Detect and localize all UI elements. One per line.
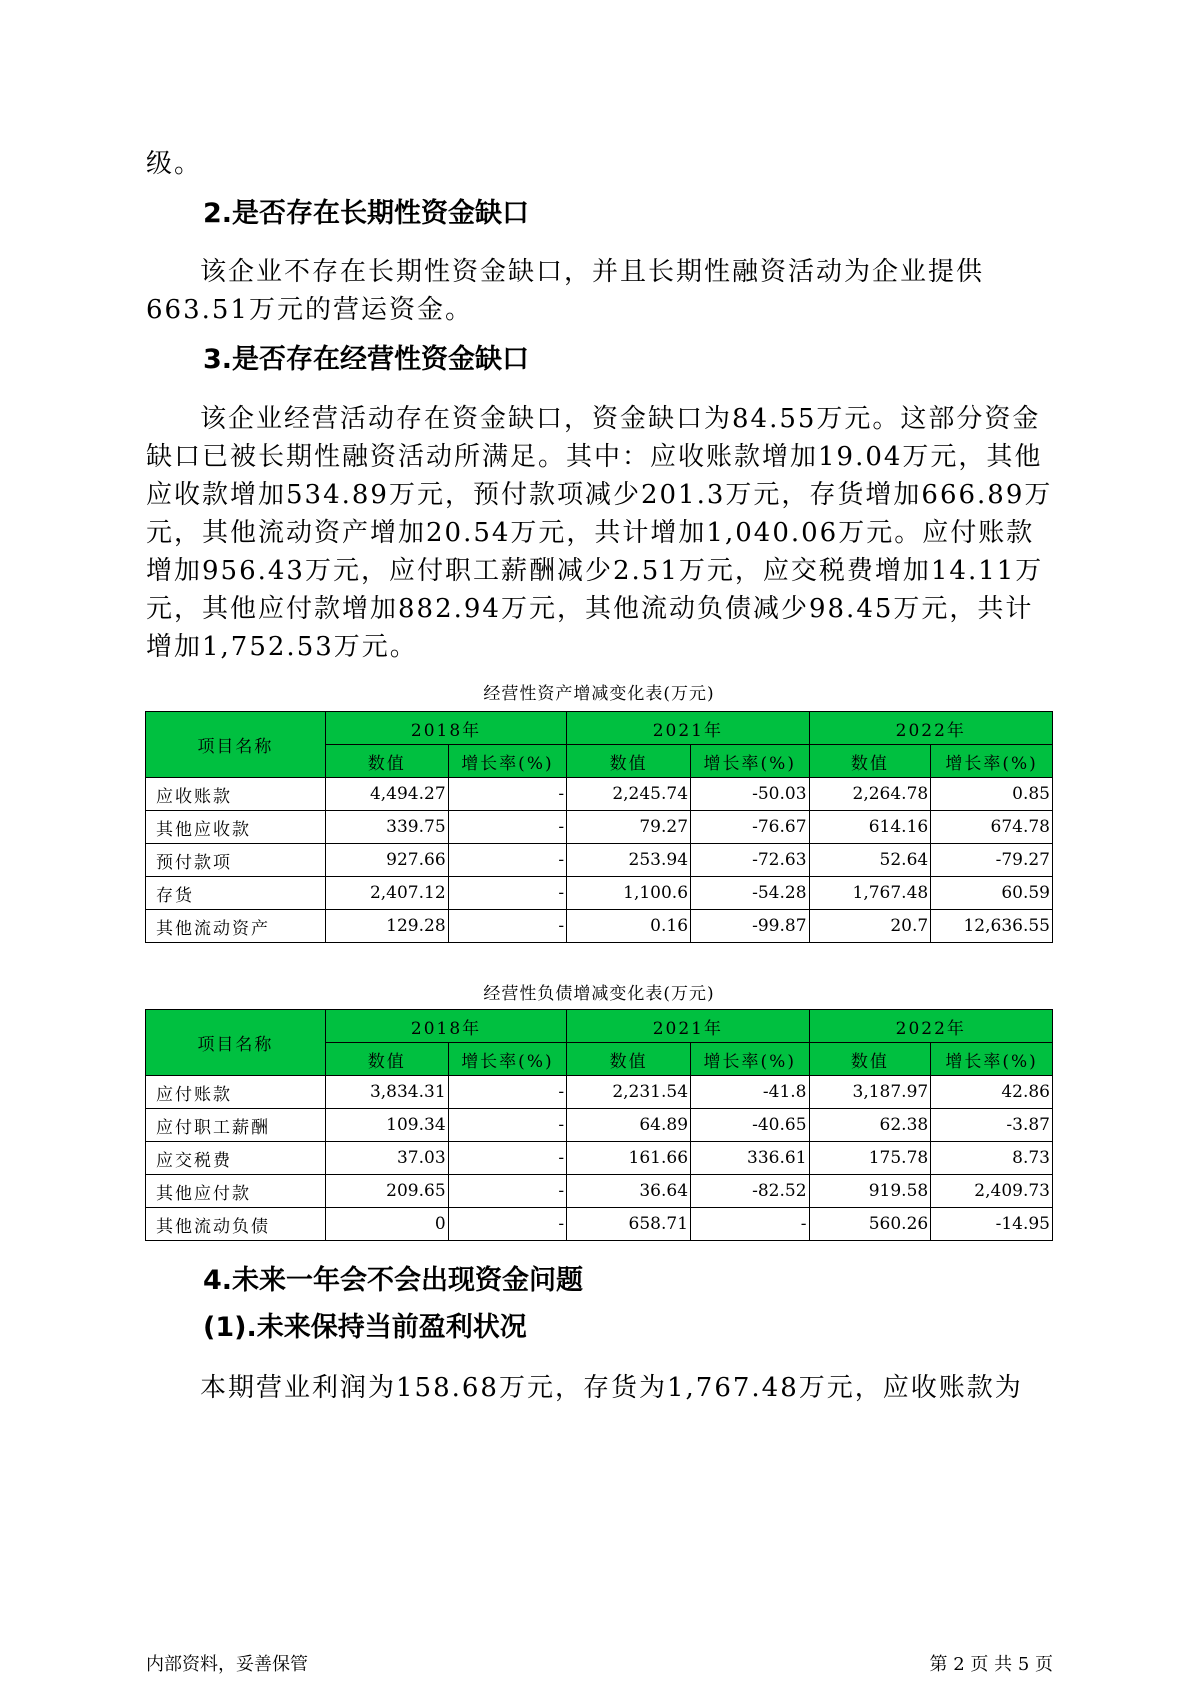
cell-value: 614.16: [809, 811, 931, 844]
cell-value: 927.66: [325, 844, 448, 877]
table-row: [146, 877, 1053, 910]
cell-value: 109.34: [325, 1109, 448, 1142]
cell-growth: -: [448, 877, 567, 910]
table-header-row: [146, 712, 1053, 745]
header-year: 2018年: [325, 1010, 566, 1043]
cell-value: 2,231.54: [567, 1076, 691, 1109]
cell-value: 209.65: [325, 1175, 448, 1208]
row-item-name: 其他流动负债: [146, 1208, 326, 1241]
heading-operating-gap: 3.是否存在经营性资金缺口: [203, 344, 530, 375]
table-row: [146, 844, 1053, 877]
cell-growth: 42.86: [931, 1076, 1053, 1109]
table-row: [146, 1142, 1053, 1175]
cell-growth: -40.65: [691, 1109, 810, 1142]
header-item-name: 项目名称: [146, 1010, 326, 1076]
cell-growth: -41.8: [691, 1076, 810, 1109]
table-row: [146, 1175, 1053, 1208]
cell-growth: -: [448, 1076, 567, 1109]
cell-growth: 2,409.73: [931, 1175, 1053, 1208]
paragraph-intro-tail: 级。: [146, 149, 203, 179]
cell-value: 919.58: [809, 1175, 931, 1208]
cell-value: 560.26: [809, 1208, 931, 1241]
cell-value: 37.03: [325, 1142, 448, 1175]
cell-growth: 336.61: [691, 1142, 810, 1175]
paragraph-current-profit: 本期营业利润为158.68万元，存货为1,767.48万元，应收账款为: [200, 1373, 1023, 1403]
cell-growth: -: [448, 1142, 567, 1175]
cell-growth: -: [448, 811, 567, 844]
table-liabilities: [145, 1009, 1053, 1241]
row-item-name: 应付账款: [146, 1076, 326, 1109]
table-assets-body: [146, 778, 1053, 943]
cell-growth: -: [448, 910, 567, 943]
table-row: [146, 778, 1053, 811]
cell-growth: 674.78: [931, 811, 1053, 844]
header-growth: 增长率(%): [448, 1043, 567, 1076]
header-growth: 增长率(%): [931, 1043, 1053, 1076]
cell-value: 1,767.48: [809, 877, 931, 910]
header-value: 数值: [325, 1043, 448, 1076]
cell-growth: -14.95: [931, 1208, 1053, 1241]
header-value: 数值: [567, 745, 691, 778]
header-year: 2022年: [809, 712, 1052, 745]
header-value: 数值: [325, 745, 448, 778]
table-row: [146, 811, 1053, 844]
header-growth: 增长率(%): [691, 1043, 810, 1076]
header-value: 数值: [809, 1043, 931, 1076]
header-year: 2021年: [567, 1010, 809, 1043]
table-liabilities-caption: 经营性负债增减变化表(万元): [483, 984, 715, 1004]
header-year: 2021年: [567, 712, 809, 745]
table-assets: [145, 711, 1053, 943]
row-item-name: 其他流动资产: [146, 910, 326, 943]
cell-growth: -82.52: [691, 1175, 810, 1208]
cell-growth: -: [448, 844, 567, 877]
cell-growth: -: [448, 1208, 567, 1241]
header-value: 数值: [567, 1043, 691, 1076]
cell-value: 3,834.31: [325, 1076, 448, 1109]
table-row: [146, 1076, 1053, 1109]
cell-value: 4,494.27: [325, 778, 448, 811]
table-row: [146, 910, 1053, 943]
cell-value: 2,264.78: [809, 778, 931, 811]
heading-next-year-funding: 4.未来一年会不会出现资金问题: [203, 1265, 584, 1296]
cell-growth: -: [691, 1208, 810, 1241]
cell-value: 64.89: [567, 1109, 691, 1142]
table-row: [146, 1109, 1053, 1142]
cell-growth: 12,636.55: [931, 910, 1053, 943]
cell-growth: -72.63: [691, 844, 810, 877]
cell-value: 62.38: [809, 1109, 931, 1142]
heading-current-profit: (1).未来保持当前盈利状况: [203, 1312, 527, 1343]
row-item-name: 其他应付款: [146, 1175, 326, 1208]
row-item-name: 应付职工薪酬: [146, 1109, 326, 1142]
cell-growth: -54.28: [691, 877, 810, 910]
table-header-row: [146, 1010, 1053, 1043]
cell-value: 658.71: [567, 1208, 691, 1241]
row-item-name: 预付款项: [146, 844, 326, 877]
footer-page-number: 第 2 页 共 5 页: [929, 1654, 1053, 1675]
table-assets-caption: 经营性资产增减变化表(万元): [483, 684, 715, 704]
cell-value: 36.64: [567, 1175, 691, 1208]
cell-growth: -: [448, 1175, 567, 1208]
row-item-name: 应交税费: [146, 1142, 326, 1175]
cell-value: 79.27: [567, 811, 691, 844]
header-year: 2018年: [325, 712, 566, 745]
paragraph-operating-gap: 该企业经营活动存在资金缺口，资金缺口为84.55万元。这部分资金缺口已被长期性融资活动所满足。其中：应收账款增加19.04万元，其他应收款增加534.89万元，预付款项减少201.3万元，存货增加666.89万元，其他流动资产增加20.54万元，共计增加1,040.06万元。应付账款增加956.43万元，应付职工薪酬减少2.51万元，应交税费增加14.11万元，其他应付款增加882.94万元，其他流动负债减少98.45万元，共计增加1,752.53万元。: [146, 404, 1053, 662]
cell-value: 2,407.12: [325, 877, 448, 910]
cell-value: 0.16: [567, 910, 691, 943]
footer-confidential-note: 内部资料，妥善保管: [146, 1654, 308, 1675]
row-item-name: 应收账款: [146, 778, 326, 811]
header-growth: 增长率(%): [691, 745, 810, 778]
cell-growth: -: [448, 1109, 567, 1142]
cell-value: 0: [325, 1208, 448, 1241]
header-growth: 增长率(%): [448, 745, 567, 778]
cell-value: 175.78: [809, 1142, 931, 1175]
cell-growth: -76.67: [691, 811, 810, 844]
cell-growth: 60.59: [931, 877, 1053, 910]
cell-value: 3,187.97: [809, 1076, 931, 1109]
cell-value: 253.94: [567, 844, 691, 877]
header-growth: 增长率(%): [931, 745, 1053, 778]
cell-growth: -99.87: [691, 910, 810, 943]
cell-value: 339.75: [325, 811, 448, 844]
cell-value: 52.64: [809, 844, 931, 877]
cell-growth: -50.03: [691, 778, 810, 811]
cell-growth: 8.73: [931, 1142, 1053, 1175]
header-item-name: 项目名称: [146, 712, 326, 778]
header-value: 数值: [809, 745, 931, 778]
paragraph-long-term-gap: 该企业不存在长期性资金缺口，并且长期性融资活动为企业提供663.51万元的营运资金。: [146, 257, 985, 325]
cell-growth: 0.85: [931, 778, 1053, 811]
cell-growth: -: [448, 778, 567, 811]
heading-long-term-gap: 2.是否存在长期性资金缺口: [203, 198, 530, 229]
cell-growth: -3.87: [931, 1109, 1053, 1142]
table-liabilities-body: [146, 1076, 1053, 1241]
cell-value: 20.7: [809, 910, 931, 943]
cell-growth: -79.27: [931, 844, 1053, 877]
cell-value: 129.28: [325, 910, 448, 943]
row-item-name: 存货: [146, 877, 326, 910]
header-year: 2022年: [809, 1010, 1052, 1043]
table-row: [146, 1208, 1053, 1241]
cell-value: 1,100.6: [567, 877, 691, 910]
cell-value: 2,245.74: [567, 778, 691, 811]
cell-value: 161.66: [567, 1142, 691, 1175]
row-item-name: 其他应收款: [146, 811, 326, 844]
